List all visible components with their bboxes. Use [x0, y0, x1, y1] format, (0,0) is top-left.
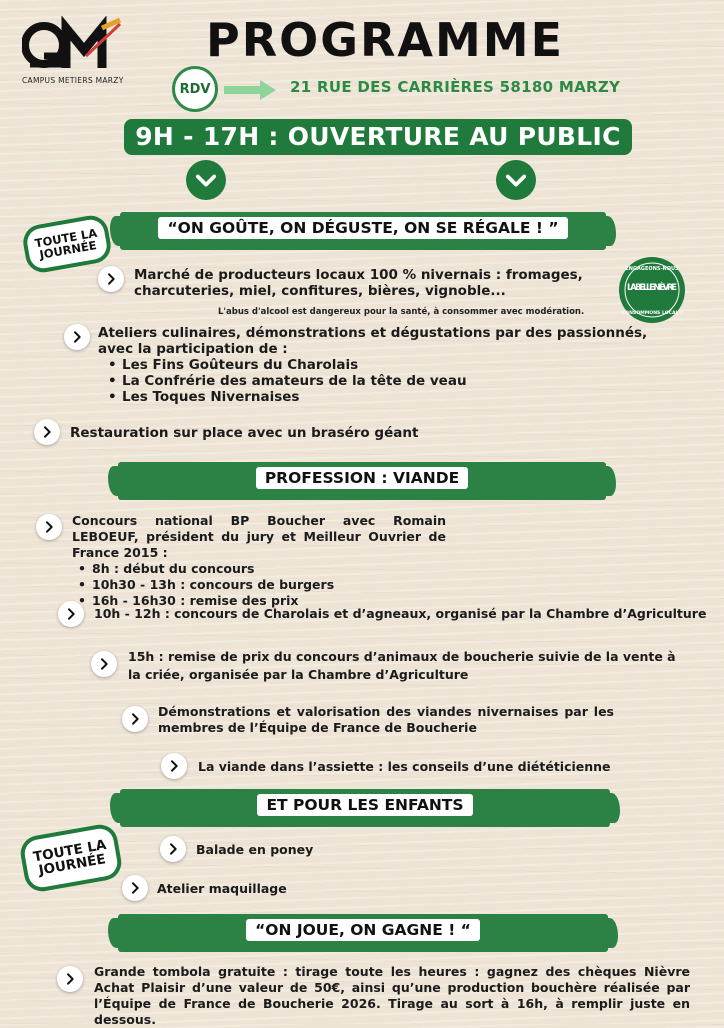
- section-heading-kids: ET POUR LES ENFANTS: [257, 794, 472, 816]
- alcohol-warning: L'abus d'alcool est dangereux pour la santé, à consommer avec modération.: [218, 307, 585, 317]
- all-day-badge-label: TOUTE LA JOURNÉE: [23, 827, 120, 890]
- chevron-right-icon: [91, 651, 117, 677]
- logo-subtitle: CAMPUS METIERS MARZY: [22, 76, 124, 85]
- section-heading-games: “ON JOUE, ON GAGNE ! “: [246, 919, 480, 941]
- list-item: • Les Toques Nivernaises: [106, 389, 668, 405]
- chevron-right-icon: [58, 601, 84, 627]
- list-item: • 8h : début du concours: [76, 561, 446, 577]
- chevron-down-icon: [496, 160, 536, 200]
- stamp-brand-text: LA BELLE NIÈVRE: [627, 283, 677, 293]
- competition-item: [72, 513, 446, 609]
- list-item: • 16h - 16h30 : remise des prix: [76, 593, 446, 609]
- all-day-badge: [20, 213, 113, 275]
- address: 21 RUE DES CARRIÈRES 58180 MARZY: [290, 78, 621, 96]
- opening-hours: 9H - 17H : OUVERTURE AU PUBLIC: [135, 122, 621, 151]
- chevron-right-icon: [57, 966, 83, 992]
- list-item: • 10h30 - 13h : concours de burgers: [76, 577, 446, 593]
- catering-item: Restauration sur place avec un braséro géant: [70, 425, 419, 441]
- auction-item: 15h : remise de prix du concours d’animaux de boucherie suivie de la vente à la criée, organisée par la Chambre d’Agriculture: [128, 649, 676, 682]
- makeup-item: Atelier maquillage: [157, 881, 287, 896]
- tombola-item: Grande tombola gratuite : tirage toute les heures : gagnez des chèques Nièvre Achat Plaisir d’une valeur de 50€, ainsi qu’une production bouchère réalisée par l’Équipe de France de Boucherie 2026. Tirage au sort à 16h, à remplir juste en dessous.: [94, 964, 690, 1027]
- logo-mark-icon: [22, 16, 128, 74]
- campus-logo: [22, 16, 128, 86]
- chevron-right-icon: [98, 266, 124, 292]
- section-banner: [118, 462, 606, 500]
- market-item: Marché de producteurs locaux 100 % nivernais : fromages, charcuteries, miel, confitures, bières, vignoble...: [134, 267, 583, 299]
- section-banner: [118, 914, 608, 952]
- all-day-badge-label: TOUTE LA JOURNÉE: [25, 218, 109, 271]
- section-heading-tasting: “ON GOÛTE, ON DÉGUSTE, ON SE RÉGALE ! ”: [158, 217, 567, 239]
- page-title: PROGRAMME: [206, 13, 564, 67]
- chevron-right-icon: [122, 875, 148, 901]
- workshops-text: Ateliers culinaires, démonstrations et dégustations par des passionnés, avec la participation de :: [98, 325, 648, 357]
- demo-item: Démonstrations et valorisation des viandes nivernaises par les membres de l’Équipe de France de Boucherie: [158, 704, 614, 735]
- stamp-top-text: ENGAGEONS-NOUS: [625, 266, 679, 272]
- workshops-item: [98, 325, 668, 405]
- arrow-right-icon: [222, 78, 278, 102]
- chevron-right-icon: [161, 753, 187, 779]
- section-heading-meat: PROFESSION : VIANDE: [256, 467, 468, 489]
- chevron-right-icon: [160, 836, 186, 862]
- belle-nievre-stamp-icon: [618, 256, 686, 324]
- section-banner: [120, 212, 606, 250]
- chevron-right-icon: [34, 419, 60, 445]
- competition-text: Concours national BP Boucher avec Romain LEBOEUF, président du jury et Meilleur Ouvrier de France 2015 :: [72, 513, 446, 560]
- chevron-right-icon: [122, 706, 148, 732]
- list-item: • La Confrérie des amateurs de la tête de veau: [106, 373, 668, 389]
- pony-item: Balade en poney: [196, 842, 314, 857]
- chevron-right-icon: [36, 514, 62, 540]
- competition-schedule: [76, 561, 446, 609]
- rdv-badge: RDV: [172, 66, 218, 112]
- charolais-item: 10h - 12h : concours de Charolais et d’agneaux, organisé par la Chambre d’Agriculture: [94, 606, 707, 621]
- all-day-badge: [18, 822, 124, 894]
- chevron-right-icon: [64, 324, 90, 350]
- dietitian-item: La viande dans l’assiette : les conseils d’une diététicienne: [198, 759, 611, 774]
- stamp-bottom-text: CONSOMMONS LOCAL !: [621, 311, 683, 316]
- list-item: • Les Fins Goûteurs du Charolais: [106, 357, 668, 373]
- chevron-down-icon: [186, 160, 226, 200]
- section-banner: [120, 789, 610, 827]
- partners-list: [106, 357, 668, 405]
